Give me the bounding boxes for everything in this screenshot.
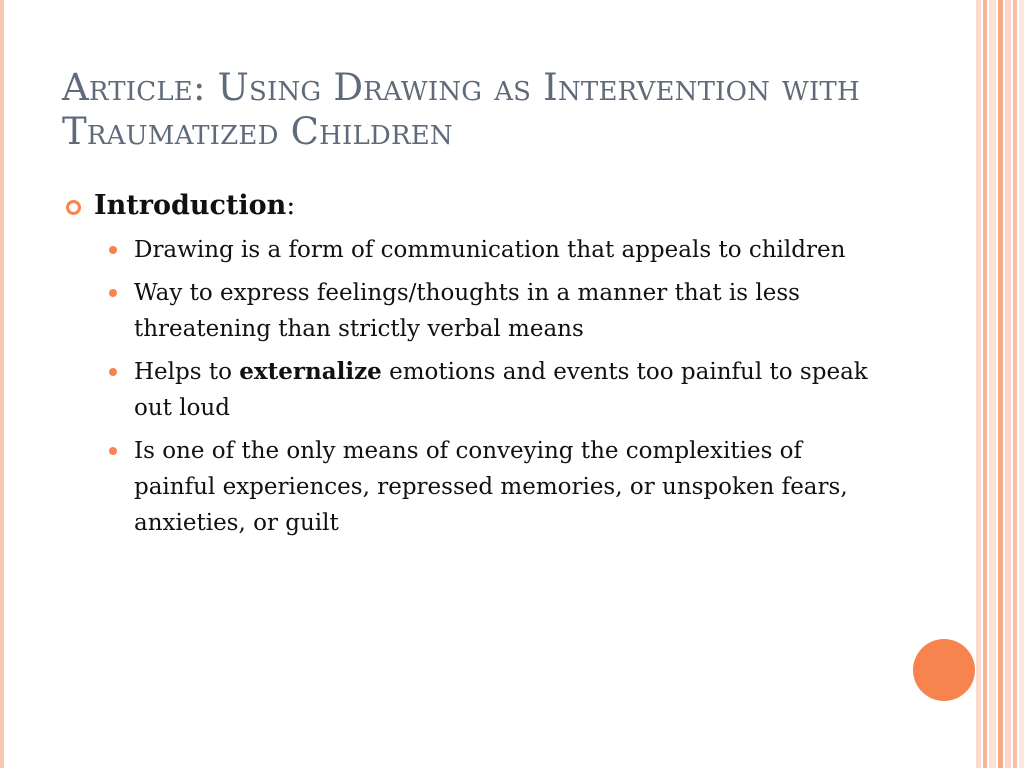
stripe	[983, 0, 987, 768]
list-item-text: Way to express feelings/thoughts in a manner that is less threatening than strictly verbal means	[134, 280, 800, 342]
left-border-decoration	[0, 0, 4, 768]
list-item-text: Is one of the only means of conveying the complexities of painful experiences, repressed memories, or unspoken fears, anxieties, or guilt	[134, 438, 848, 536]
list-item	[106, 232, 876, 268]
stripe	[998, 0, 1003, 768]
list-item-text-after: emotions and events too painful to speak out loud	[134, 359, 868, 421]
ring-bullet-icon	[66, 200, 81, 215]
orange-circle-decoration	[913, 639, 975, 701]
stripe	[1019, 0, 1024, 768]
list-item	[106, 275, 876, 347]
dot-bullet-icon	[109, 246, 117, 254]
stripe	[1005, 0, 1011, 768]
list-item-text-bold: externalize	[239, 358, 382, 385]
stripe	[1013, 0, 1017, 768]
section-heading-suffix: :	[286, 190, 296, 221]
list-item-text-before: Helps to	[134, 359, 240, 385]
slide-content	[66, 186, 876, 548]
stripe	[989, 0, 996, 768]
dot-bullet-icon	[109, 289, 117, 297]
list-item	[106, 354, 876, 426]
slide-title: Article: Using Drawing as Intervention with Traumatized Children	[62, 66, 860, 153]
section-heading	[66, 186, 876, 226]
stripe	[976, 0, 981, 768]
dot-bullet-icon	[109, 447, 117, 455]
bullet-list	[66, 232, 876, 541]
dot-bullet-icon	[109, 368, 117, 376]
list-item-text: Drawing is a form of communication that appeals to children	[134, 237, 846, 263]
right-stripe-decoration	[976, 0, 1024, 768]
list-item	[106, 433, 876, 541]
section-heading-label: Introduction	[94, 190, 287, 221]
